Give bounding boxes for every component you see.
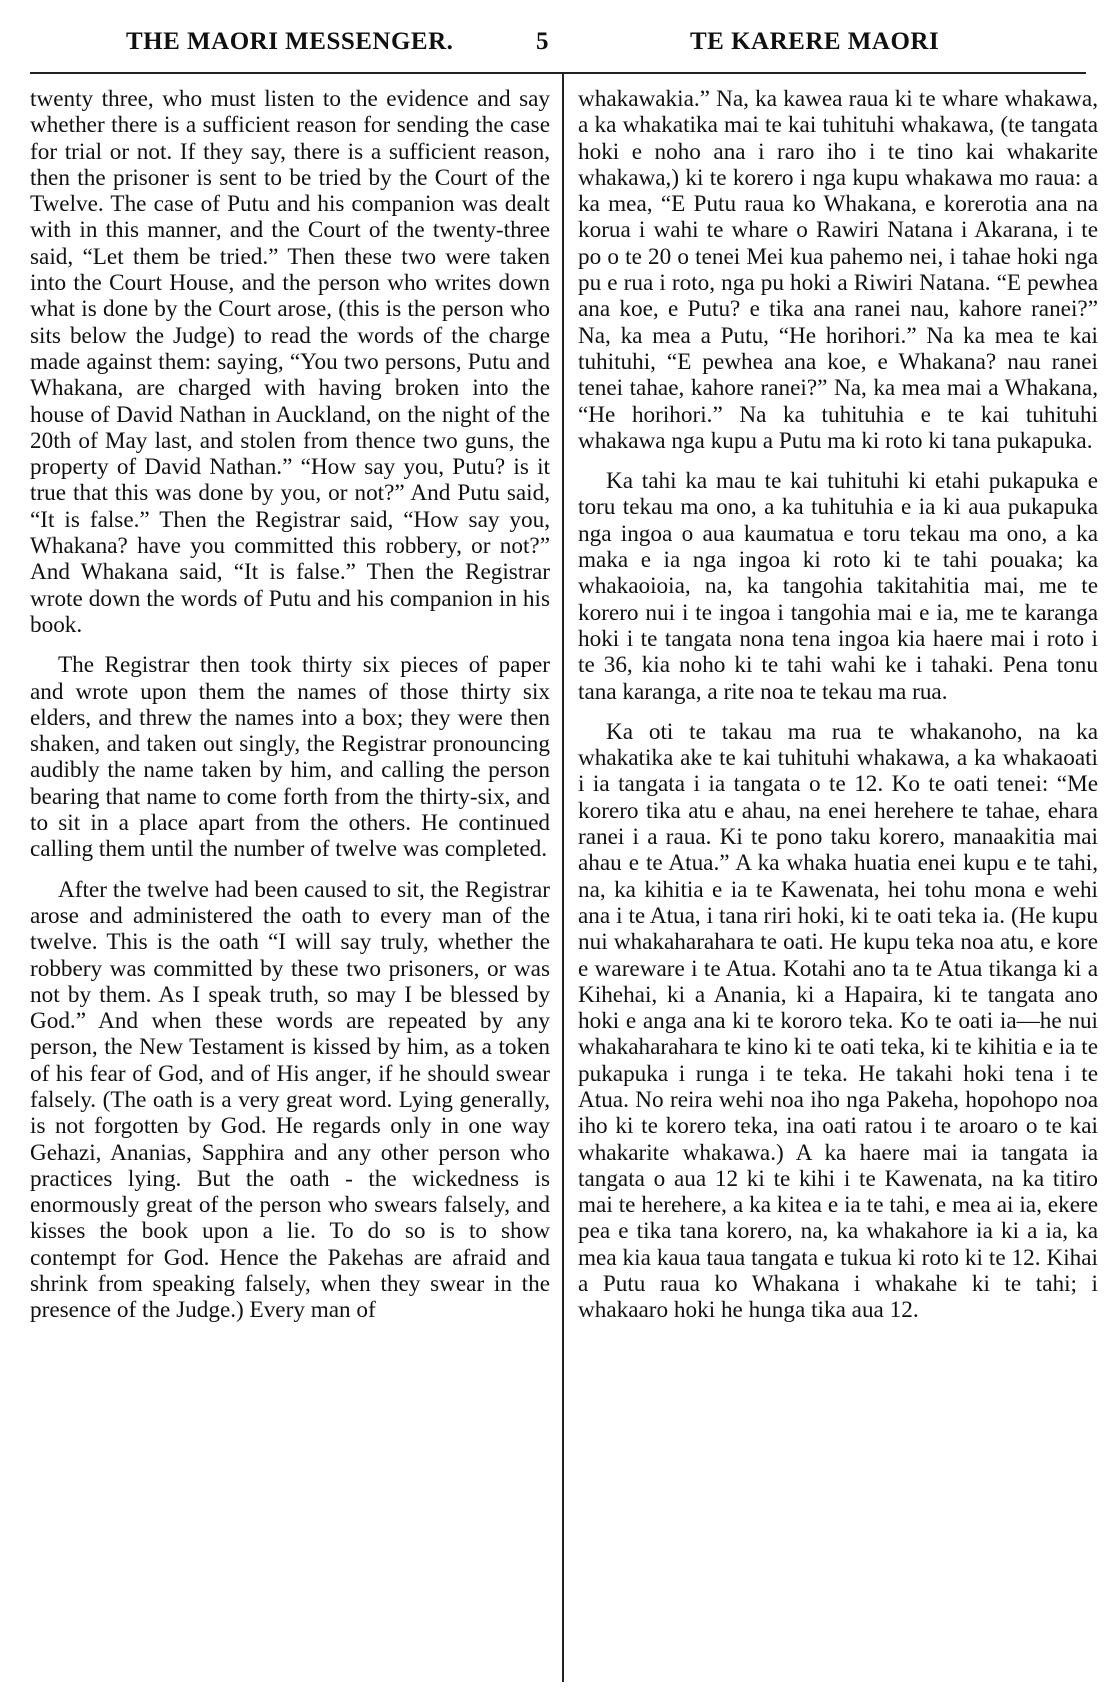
column-divider [562, 72, 564, 1682]
english-paragraph-3: After the twelve had been caused to sit, the Registrar arose and administered the oath to every man of the twelve. This is the oath “I will say truly, whether the robbery was committed by these two prisoners, or was not by them. As I speak truth, so may I be blessed by God.” And when these words are repeated by any person, the New Testament is kissed by him, as a token of his fear of God, and of His anger, if he should swear falsely. (The oath is a very great word. Lying generally, is not forgotten by God. He regards only in one way Gehazi, Ananias, Sapphira and any other person who practices lying. But the oath - the wickedness is enormously great of the person who swears falsely, and kisses the book upon a lie. To do so is to show contempt for God. Hence the Pakehas are afraid and shrink from speaking falsely, when they swear in the presence of the Judge.) Every man of [30, 876, 550, 1324]
english-column [30, 86, 550, 1324]
english-paragraph-2: The Registrar then took thirty six pieces of paper and wrote upon them the names of those thirty six elders, and threw the names into a box; they were then shaken, and taken out singly, the Registrar pronouncing audibly the name taken by him, and calling the person bearing that name to come forth from the thirty-six, and to sit in a place apart from the others. He continued calling them until the number of twelve was completed. [30, 652, 550, 863]
masthead-maori-title: TE KARERE MAORI [690, 28, 940, 55]
english-paragraph-1: twenty three, who must listen to the evidence and say whether there is a sufficient reason for sending the case for trial or not. If they say, there is a sufficient reason, then the prisoner is sent to be tried by the Court of the Twelve. The case of Putu and his companion was dealt with in this manner, and the Court of the twenty-three said, “Let them be tried.” Then these two were taken into the Court House, and the person who writes down what is done by the Court arose, (this is the person who sits below the Judge) to read the words of the charge made against them: saying, “You two persons, Putu and Whakana, are charged with having broken into the house of David Nathan in Auckland, on the night of the 20th of May last, and stolen from thence two guns, the property of David Nathan.” “How say you, Putu? is it true that this was done by you, or not?” And Putu said, “It is false.” Then the Registrar said, “How say you, Whakana? have you committed this robbery, or not?” And Whakana said, “It is false.” Then the Registrar wrote down the words of Putu and his companion in his book. [30, 86, 550, 638]
page-number: 5 [536, 28, 549, 55]
maori-paragraph-2: Ka tahi ka mau te kai tuhituhi ki etahi pukapuka e toru tekau ma ono, a ka tuhituhia e ia ki aua pukapuka nga ingoa o aua kaumatua e toru tekau ma ono, a ka maka e ia nga ingoa ki roto ki te tahi pouaka; ka whakaoioia, na, ka tangohia takitahitia mai, me te korero nui i te ingoa i tangohia mai e ia, me te karanga hoki i te tangata nona tena ingoa kia haere mai i roto i te 36, kia noho ki te tahi wahi ke i tahaki. Pena tonu tana karanga, a rite noa te tekau ma rua. [578, 468, 1098, 705]
maori-column [578, 86, 1098, 1324]
maori-paragraph-1: whakawakia.” Na, ka kawea raua ki te whare whakawa, a ka whakatika mai te kai tuhituhi whakawa, (te tangata hoki e noho ana i raro iho i te tino kai whakarite whakawa,) ki te korero i nga kupu whakawa mo raua: a ka mea, “E Putu raua ko Whakana, e korerotia ana na korua i wahi te whare o Rawiri Natana i Akarana, i te po o te 20 o tenei Mei kua pahemo nei, i tahae hoki nga pu e rua i roto, nga pu hoki a Riwiri Natana. “E pewhea ana koe, e Putu? e tika ana ranei nau, kahore ranei?” Na, ka mea a Putu, “He horihori.” Na ka mea te kai tuhituhi, “E pewhea ana koe, e Whakana? nau ranei tenei tahae, kahore ranei?” Na, ka mea mai a Whakana, “He horihori.” Na ka tuhituhia e te kai tuhituhi whakawa nga kupu a Putu ma ki roto ki tana pukapuka. [578, 86, 1098, 454]
masthead [100, 28, 1000, 68]
header-rule [30, 72, 1086, 74]
maori-paragraph-3: Ka oti te takau ma rua te whakanoho, na ka whakatika ake te kai tuhituhi whakawa, a ka whakaoati i ia tangata i ia tangata o te 12. Ko te oati tenei: “Me korero tika atu e ahau, na enei herehere te tahae, ehara ranei i a raua. Ki te pono taku korero, manaakitia mai ahau e te Atua.” A ka whaka huatia enei kupu e te tahi, na, ka kihitia e ia te Kawenata, hei tohu mona e wehi ana i te Atua, i tana riri hoki, ki te oati teka ia. (He kupu nui whakaharahara te oati. He kupu teka noa atu, e kore e wareware i te Atua. Kotahi ano ta te Atua tikanga ki a Kihehai, ki a Anania, ki a Hapaira, ki te tangata ano hoki e anga ana ki te kororo teka. Ko te oati ia—he nui whakaharahara te kino ki te oati teka, ki te kihitia e ia te pukapuka i runga i te teka. He takahi hoki tena i te Atua. No reira wehi noa iho nga Pakeha, hopohopo noa iho ki te korero teka, ina oati ratou i te aroaro o te kai whakarite whakawa.) A ka haere mai ia tangata ia tangata o aua 12 ki te kihi i te Kawenata, na ka titiro mai te herehere, a ka kitea e ia te tahi, e mea ai ia, ekere pea e tika tana korero, na, ka whakahore ia ki a ia, ka mea kia kaua taua tangata e tukua ki roto ki te 12. Kihai a Putu raua ko Whakana i whakahe ki te tahi; i whakaaro hoki he hunga tika aua 12. [578, 718, 1098, 1324]
masthead-english-title: THE MAORI MESSENGER. [126, 28, 454, 55]
